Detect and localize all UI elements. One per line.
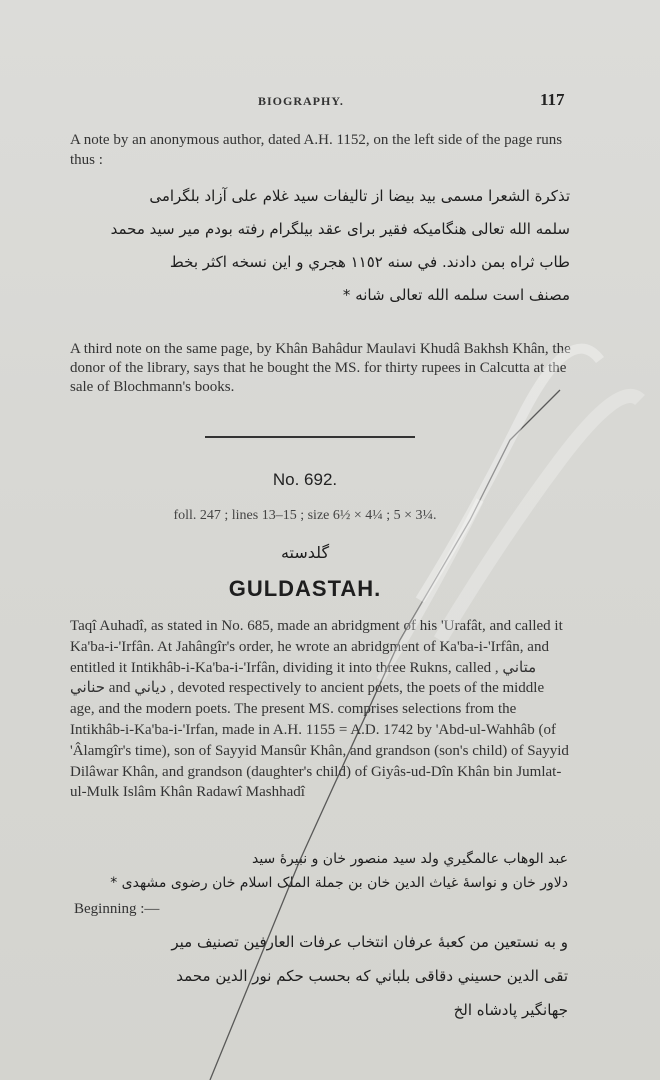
page-header (0, 90, 660, 114)
anonymous-note-paragraph: A note by an anonymous author, dated A.H. 1152, on the left side of the page runs thus : (70, 132, 563, 168)
persian-line: و به نستعین من کعبهٔ عرفان انتخاب عرفات العارفین تصنیف میر (171, 933, 568, 951)
persian-line: سلمه الله تعالی هنگامیکه فقیر برای عقد بیلگرام رفته بودم میر سید محمد (110, 220, 570, 238)
persian-line: عبد الوهاب عالمگیري ولد سید منصور خان و نبیرهٔ سید (251, 851, 568, 867)
persian-line: مصنف است سلمه الله تعالی شانه * (342, 286, 570, 304)
entry-details: foll. 247 ; lines 13–15 ; size 6½ × 4¼ ; 5 × 3¼. (173, 508, 437, 523)
beginning-persian (28, 925, 568, 1027)
section-divider (205, 436, 415, 438)
persian-line: طاب ثراه بمن دادند. في سنه ١١٥٢ هجري و این نسخه اکثر بخط (169, 253, 570, 271)
running-head: BIOGRAPHY. (258, 94, 344, 108)
third-note-paragraph: A third note on the same page, by Khân Bahâdur Maulavi Khudâ Bakhsh Khân, the donor of the library, says that he bought the MS. for thirty rupees in Calcutta at the sale of Blochmann's books. (70, 341, 571, 395)
entry-number: No. 692. (272, 470, 338, 489)
entry-body-persian (38, 847, 568, 895)
persian-line: دلاور خان و نواسهٔ غیاث الدین خان بن جملة الملک اسلام خان رضوی مشهدی * (110, 875, 568, 891)
anonymous-note-persian (50, 180, 570, 312)
persian-line: تذکرة الشعرا مسمی بید بیضا از تالیفات سید غلام علی آزاد بلگرامی (149, 187, 570, 205)
entry-title-persian: گلدسته (280, 543, 330, 562)
persian-line: تقی الدین حسیني دقاقی بلباني که بحسب حکم نور الدین محمد (176, 967, 568, 985)
entry-title: GULDASTAH. (228, 576, 382, 601)
page-number: 117 (540, 90, 565, 109)
beginning-label: Beginning :— (74, 901, 160, 917)
persian-line: جهانگیر پادشاه الخ (453, 1001, 568, 1019)
entry-body-paragraph: Taqî Auhadî, as stated in No. 685, made an abridgment of his 'Urafât, and called it Ka'ba-i-'Irfân. At Jahângîr's order, he wrote an abridgment of Ka'ba-i-'Irfân, and entitled it Intikhâb-i-Ka'ba-i-'Irfân, dividing it into three Rukns, called متاني , حناني and دياني , devoted respectively to ancient poets, the poets of the middle age, and the modern poets. The present MS. comprises selections from the Intikhâb-i-Ka'ba-i-'Irfan, made in A.H. 1155 = A.D. 1742 by 'Abd-ul-Wahhâb (of 'Âlamgîr's time), son of Sayyid Mansûr Khân, and grandson (son's child) of Sayyid Dilâwar Khân, and grandson (daughter's child) of Giyâs-ud-Dîn Khân bin Jumlat-ul-Mulk Islâm Khân Radawî Mashhadî (70, 618, 569, 801)
